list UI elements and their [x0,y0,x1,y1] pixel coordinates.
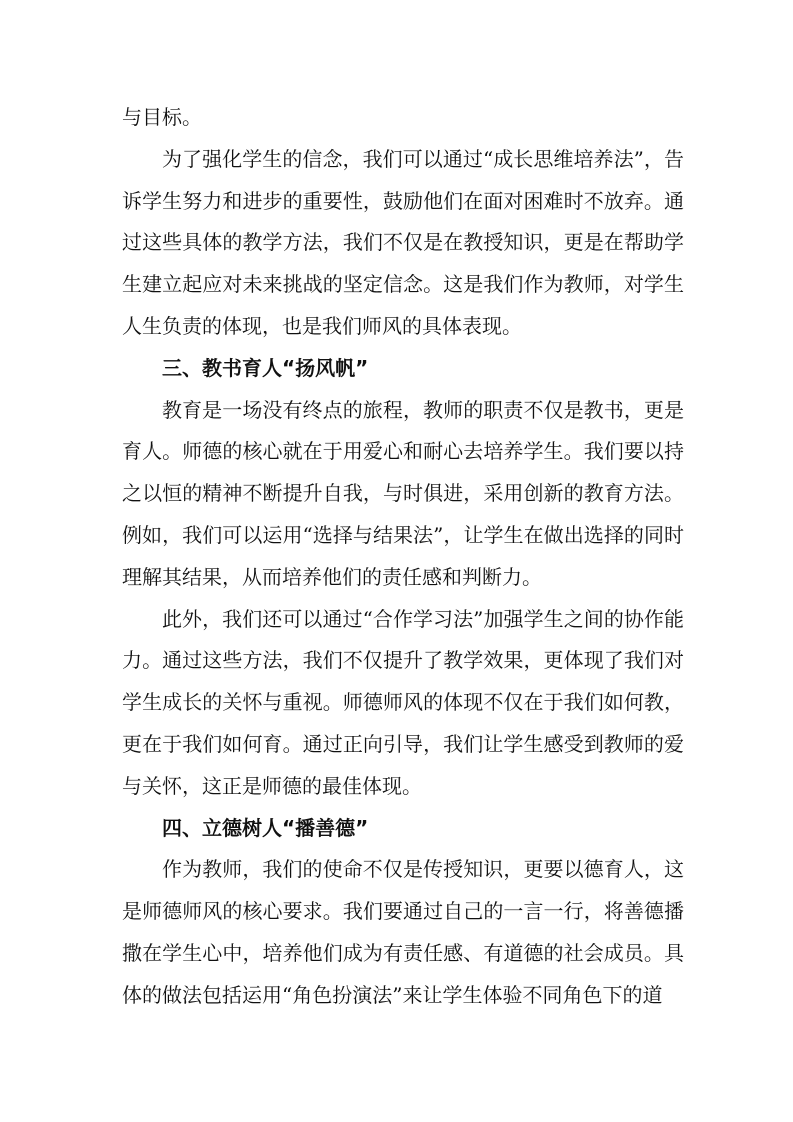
document-body [122,97,684,1017]
paragraph-continuation: 与目标。 [122,105,202,129]
paragraph-moral-education: 作为教师，我们的使命不仅是传授知识，更要以德育人，这是师德师风的核心要求。我们要通过自己的一言一行，将善德播撒在学生心中，培养他们成为有责任感、有道德的社会成员。具体的做法包括运用“角色扮演法”来让学生体验不同角色下的道 [122,857,684,1007]
paragraph-growth-mindset: 为了强化学生的信念，我们可以通过“成长思维培养法”，告诉学生努力和进步的重要性，鼓励他们在面对困难时不放弃。通过这些具体的教学方法，我们不仅是在教授知识，更是在帮助学生建立起应对未来挑战的坚定信念。这是我们作为教师，对学生人生负责的体现，也是我们师风的具体表现。 [122,146,684,338]
paragraph-education-journey: 教育是一场没有终点的旅程，教师的职责不仅是教书，更是育人。师德的核心就在于用爱心和耐心去培养学生。我们要以持之以恒的精神不断提升自我，与时俱进，采用创新的教育方法。例如，我们可以运用“选择与结果法”，让学生在做出选择的同时理解其结果，从而培养他们的责任感和判断力。 [122,397,684,589]
paragraph-cooperative-learning: 此外，我们还可以通过“合作学习法”加强学生之间的协作能力。通过这些方法，我们不仅提升了教学效果，更体现了我们对学生成长的关怀与重视。师德师风的体现不仅在于我们如何教，更在于我们如何育。通过正向引导，我们让学生感受到教师的爱与关怀，这正是师德的最佳体现。 [122,606,684,798]
section-heading-4: 四、立德树人“播善德” [162,815,369,840]
section-heading-3: 三、教书育人“扬风帆” [162,355,369,380]
